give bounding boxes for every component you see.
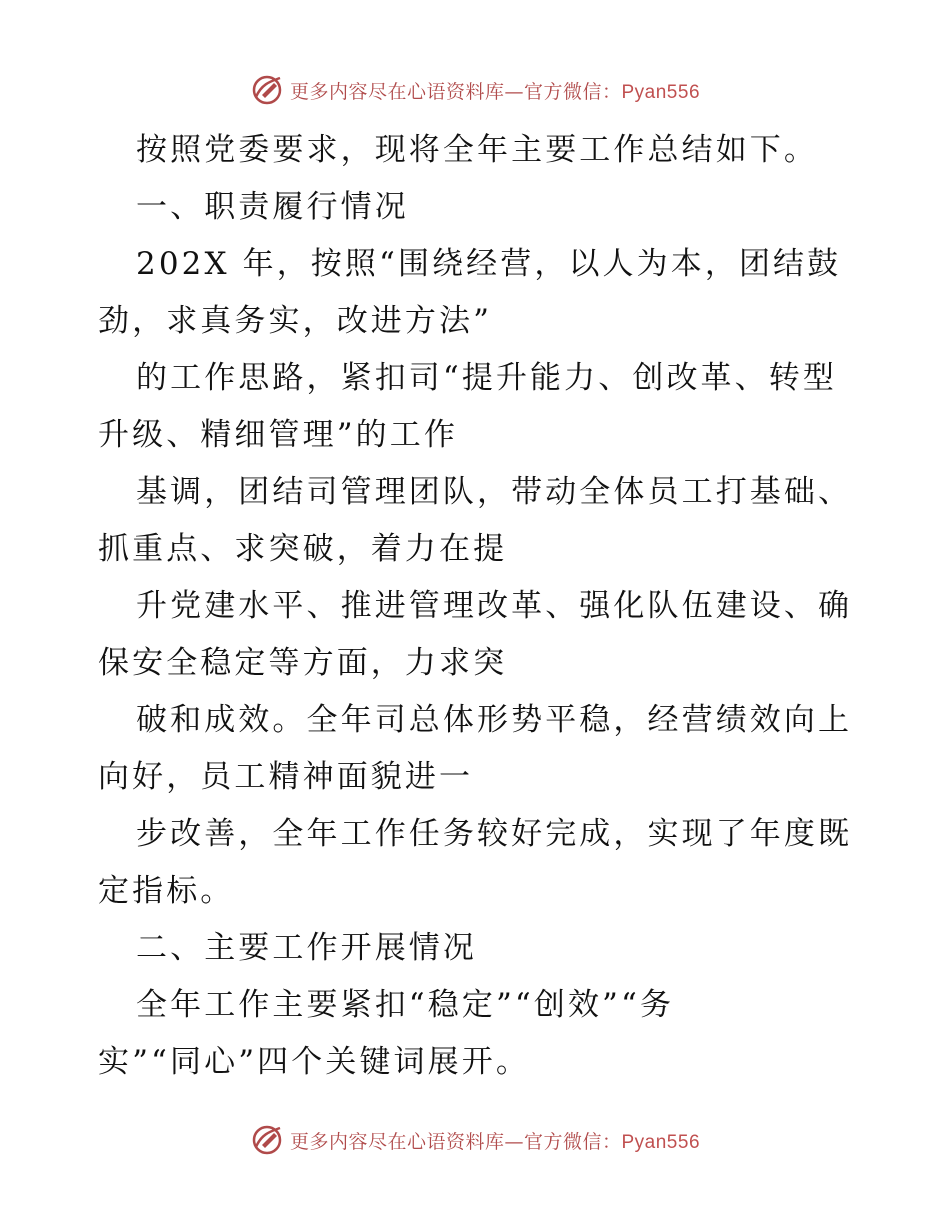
paragraph-line: 按照党委要求，现将全年主要工作总结如下。 bbox=[136, 132, 818, 168]
paragraph-line: 定指标。 bbox=[98, 873, 235, 909]
paragraph-line: 全年工作主要紧扣“稳定”“创效”“务 bbox=[136, 987, 675, 1023]
paragraph-line: 向好，员工精神面貌进一 bbox=[98, 759, 474, 795]
paragraph-line: 破和成效。全年司总体形势平稳，经营绩效向上 bbox=[136, 702, 853, 738]
footer-watermark bbox=[0, 1120, 950, 1160]
paragraph-line: 202X 年，按照“围绕经营，以人为本，团结鼓 bbox=[136, 246, 842, 282]
paragraph-line: 实”“同心”四个关键词展开。 bbox=[98, 1044, 530, 1080]
paragraph-line: 升级、精细管理”的工作 bbox=[98, 417, 458, 453]
paragraph-line: 保安全稳定等方面，力求突 bbox=[98, 645, 508, 681]
watermark-text: 更多内容尽在心语资料库—官方微信：Pyan556 bbox=[289, 1130, 701, 1153]
paragraph-line: 劲，求真务实，改进方法” bbox=[98, 303, 493, 339]
watermark-text: 更多内容尽在心语资料库—官方微信：Pyan556 bbox=[289, 80, 701, 103]
paragraph-line: 步改善，全年工作任务较好完成，实现了年度既 bbox=[136, 816, 853, 852]
paragraph-line: 基调，团结司管理团队，带动全体员工打基础、 bbox=[136, 474, 853, 510]
pen-swirl-logo-icon bbox=[250, 1123, 284, 1157]
paragraph-line: 抓重点、求突破，着力在提 bbox=[98, 531, 508, 567]
paragraph-line: 升党建水平、推进管理改革、强化队伍建设、确 bbox=[136, 588, 853, 624]
section-heading: 一、职责履行情况 bbox=[136, 189, 409, 225]
section-heading: 二、主要工作开展情况 bbox=[136, 930, 477, 966]
document-body bbox=[98, 122, 858, 1091]
header-watermark bbox=[0, 70, 950, 110]
paragraph-line: 的工作思路，紧扣司“提升能力、创改革、转型 bbox=[136, 360, 837, 396]
pen-swirl-logo-icon bbox=[250, 73, 284, 107]
